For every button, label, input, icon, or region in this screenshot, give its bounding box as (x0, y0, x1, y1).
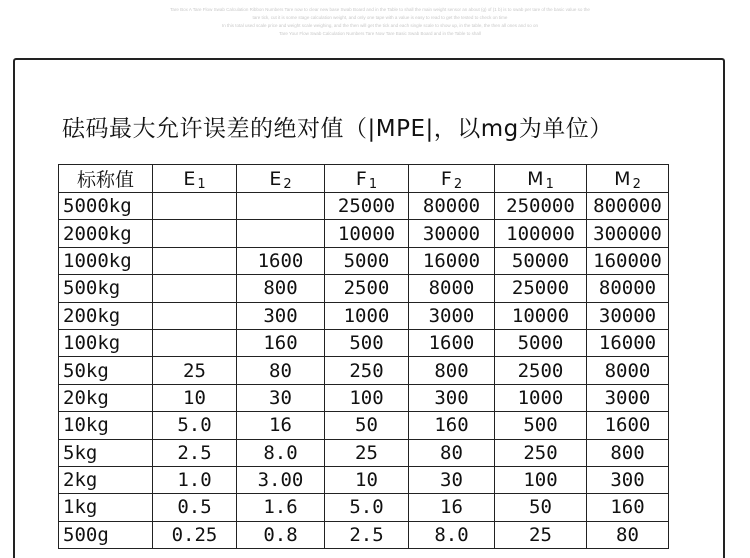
nominal-value-cell: 2000kg (59, 220, 153, 247)
column-header-subscript: 2 (632, 176, 641, 192)
mpe-value-cell: 16 (409, 494, 495, 521)
mpe-value-cell: 3.00 (237, 466, 325, 493)
mpe-table (58, 164, 669, 549)
mpe-value-cell (153, 302, 237, 329)
mpe-value-cell: 5.0 (325, 494, 409, 521)
mpe-value-cell (153, 275, 237, 302)
column-header-label: E (269, 167, 282, 190)
nominal-value-cell: 5000kg (59, 193, 153, 220)
mpe-value-cell: 800 (237, 275, 325, 302)
mpe-value-cell: 160000 (587, 247, 669, 274)
mpe-value-cell: 50 (325, 412, 409, 439)
mpe-value-cell: 1.6 (237, 494, 325, 521)
mpe-value-cell: 100 (495, 466, 587, 493)
faint-header-line: In this total used scale price and weight scale weighing, and the then will get the tick and each single scale to show up, in the table, the then all ones and so on (222, 23, 538, 28)
table-row (59, 302, 669, 329)
nominal-value-cell: 10kg (59, 412, 153, 439)
mpe-value-cell: 800 (409, 357, 495, 384)
mpe-value-cell: 1.0 (153, 466, 237, 493)
mpe-value-cell: 5000 (325, 247, 409, 274)
mpe-value-cell: 300 (587, 466, 669, 493)
mpe-value-cell: 300 (237, 302, 325, 329)
mpe-value-cell: 250000 (495, 193, 587, 220)
table-header-row (59, 165, 669, 193)
table-row (59, 466, 669, 493)
mpe-value-cell: 100000 (495, 220, 587, 247)
faint-header-text (110, 6, 650, 38)
mpe-value-cell (153, 193, 237, 220)
mpe-value-cell: 160 (237, 329, 325, 356)
faint-header-line: tare tick, cut it is some stage calculation weight, and only one tape with a value is easy to read to get the tested to check on time (252, 15, 508, 20)
table-row (59, 412, 669, 439)
mpe-value-cell: 25000 (495, 275, 587, 302)
mpe-value-cell: 100 (325, 384, 409, 411)
column-header-label: F (355, 167, 367, 190)
mpe-value-cell: 10 (153, 384, 237, 411)
column-header-subscript: 1 (197, 176, 206, 192)
mpe-value-cell: 160 (409, 412, 495, 439)
mpe-value-cell: 3000 (409, 302, 495, 329)
nominal-value-cell: 20kg (59, 384, 153, 411)
table-row (59, 494, 669, 521)
mpe-value-cell: 300 (409, 384, 495, 411)
nominal-value-cell: 500g (59, 521, 153, 548)
nominal-value-cell: 50kg (59, 357, 153, 384)
mpe-value-cell: 0.8 (237, 521, 325, 548)
mpe-value-cell: 2500 (495, 357, 587, 384)
table-row (59, 193, 669, 220)
mpe-value-cell: 8.0 (409, 521, 495, 548)
mpe-value-cell (153, 220, 237, 247)
mpe-value-cell (153, 247, 237, 274)
mpe-value-cell: 1600 (237, 247, 325, 274)
mpe-value-cell: 1600 (409, 329, 495, 356)
column-header-label: 标称值 (76, 169, 134, 191)
column-header-label: M (614, 167, 631, 190)
mpe-value-cell (237, 220, 325, 247)
nominal-value-cell: 200kg (59, 302, 153, 329)
mpe-value-cell: 500 (325, 329, 409, 356)
table-row (59, 439, 669, 466)
mpe-value-cell: 25000 (325, 193, 409, 220)
table-row (59, 329, 669, 356)
mpe-value-cell: 80000 (409, 193, 495, 220)
column-header (237, 165, 325, 193)
column-header (587, 165, 669, 193)
table-row (59, 357, 669, 384)
mpe-value-cell: 1000 (495, 384, 587, 411)
mpe-value-cell: 250 (325, 357, 409, 384)
column-header-subscript: 2 (283, 176, 292, 192)
mpe-value-cell: 0.5 (153, 494, 237, 521)
mpe-value-cell: 16000 (587, 329, 669, 356)
column-header-subscript: 2 (453, 176, 463, 192)
mpe-value-cell: 8000 (409, 275, 495, 302)
column-header-subscript: 1 (545, 176, 554, 192)
nominal-value-cell: 1000kg (59, 247, 153, 274)
page-title: 砝码最大允许误差的绝对值（|MPE|，以mg为单位） (62, 116, 613, 142)
mpe-value-cell: 1000 (325, 302, 409, 329)
mpe-value-cell: 160 (587, 494, 669, 521)
column-header-label: M (527, 167, 544, 190)
mpe-value-cell: 800 (587, 439, 669, 466)
column-header-label: F (440, 167, 452, 190)
mpe-value-cell: 5000 (495, 329, 587, 356)
column-header-subscript: 1 (368, 176, 378, 192)
mpe-value-cell: 80 (409, 439, 495, 466)
mpe-value-cell: 30000 (587, 302, 669, 329)
table-row (59, 247, 669, 274)
mpe-value-cell: 10000 (325, 220, 409, 247)
mpe-value-cell (237, 193, 325, 220)
mpe-value-cell: 25 (153, 357, 237, 384)
mpe-value-cell: 50000 (495, 247, 587, 274)
column-header-label: E (183, 167, 196, 190)
table-row (59, 275, 669, 302)
mpe-value-cell: 300000 (587, 220, 669, 247)
mpe-value-cell: 10 (325, 466, 409, 493)
mpe-value-cell: 30 (237, 384, 325, 411)
table-row (59, 521, 669, 548)
mpe-value-cell: 30 (409, 466, 495, 493)
table-row (59, 384, 669, 411)
mpe-value-cell: 25 (495, 521, 587, 548)
column-header (325, 165, 409, 193)
mpe-value-cell: 8.0 (237, 439, 325, 466)
column-header (153, 165, 237, 193)
nominal-value-cell: 1kg (59, 494, 153, 521)
mpe-value-cell: 2.5 (325, 521, 409, 548)
mpe-value-cell: 30000 (409, 220, 495, 247)
mpe-value-cell: 500 (495, 412, 587, 439)
mpe-value-cell: 8000 (587, 357, 669, 384)
table-row (59, 220, 669, 247)
mpe-value-cell: 50 (495, 494, 587, 521)
mpe-value-cell: 800000 (587, 193, 669, 220)
nominal-value-cell: 500kg (59, 275, 153, 302)
column-header (495, 165, 587, 193)
table-body (59, 193, 669, 549)
mpe-value-cell: 2.5 (153, 439, 237, 466)
column-header (59, 165, 153, 193)
column-header (409, 165, 495, 193)
mpe-value-cell: 80000 (587, 275, 669, 302)
mpe-value-cell: 16000 (409, 247, 495, 274)
mpe-value-cell: 250 (495, 439, 587, 466)
mpe-value-cell (153, 329, 237, 356)
nominal-value-cell: 2kg (59, 466, 153, 493)
mpe-value-cell: 3000 (587, 384, 669, 411)
mpe-value-cell: 5.0 (153, 412, 237, 439)
nominal-value-cell: 100kg (59, 329, 153, 356)
faint-header-line: Tare Your Flow Swab Calculation Numbers Tare Now Tare Basic Swab Board and in the Table to shall (279, 31, 481, 36)
mpe-value-cell: 25 (325, 439, 409, 466)
mpe-value-cell: 10000 (495, 302, 587, 329)
mpe-value-cell: 80 (587, 521, 669, 548)
mpe-value-cell: 0.25 (153, 521, 237, 548)
mpe-value-cell: 16 (237, 412, 325, 439)
mpe-value-cell: 80 (237, 357, 325, 384)
faint-header-line: Tare Box A Tare Flow Swab Calculation Ribbon Numbers Tare now to clear new base Swab Board and in the Table to shall the main weight sensor an about (g) of (1 b) is to swab per tare of the basic value so the (170, 7, 590, 12)
mpe-value-cell: 1600 (587, 412, 669, 439)
mpe-value-cell: 2500 (325, 275, 409, 302)
nominal-value-cell: 5kg (59, 439, 153, 466)
